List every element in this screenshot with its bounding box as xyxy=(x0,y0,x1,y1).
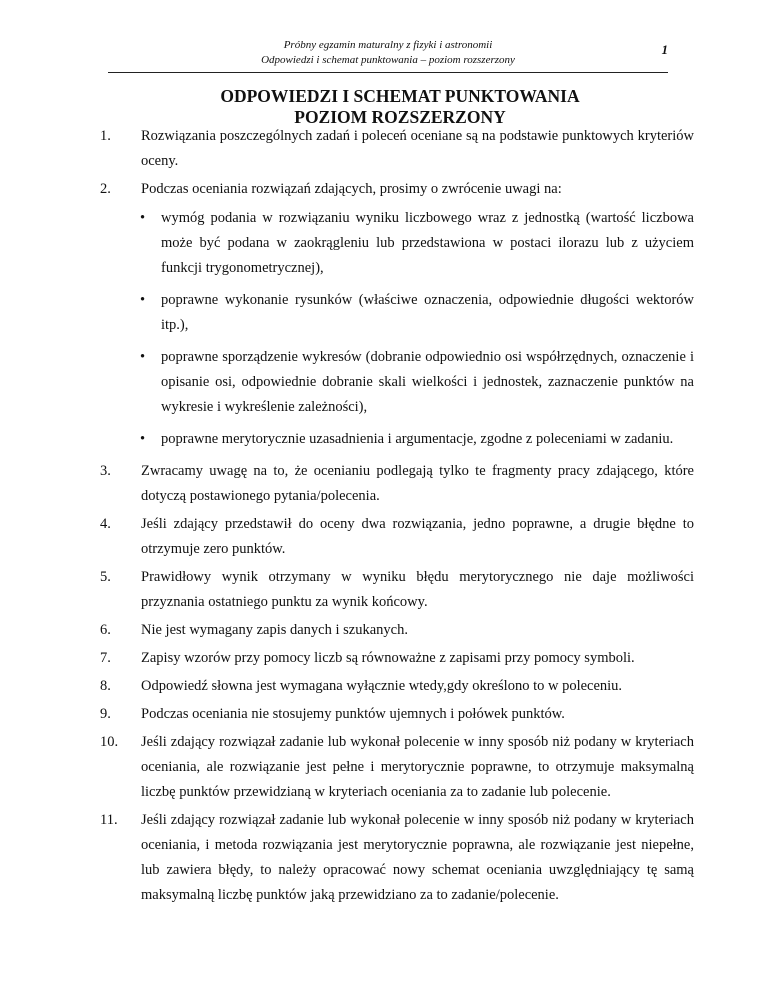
rule-8 xyxy=(100,674,694,699)
rule-11 xyxy=(100,808,694,908)
rule-number: 4. xyxy=(100,516,111,532)
rule-text: Jeśli zdający przedstawił do oceny dwa rozwiązania, jedno poprawne, a drugie błędne to otrzymuje zero punktów. xyxy=(141,516,694,557)
header-exam-title: Próbny egzamin maturalny z fizyki i astronomii xyxy=(283,39,493,51)
rule-text: Rozwiązania poszczególnych zadań i poleceń oceniane są na podstawie punktowych kryteriów oceny. xyxy=(141,128,694,169)
rule-number: 7. xyxy=(100,650,111,666)
rule-number: 2. xyxy=(100,181,111,197)
subitem-text: wymóg podania w rozwiązaniu wyniku liczbowego wraz z jednostką (wartość liczbowa może być podana w zaokrągleniu lub przedstawiona w postaci ilorazu lub z użyciem funkcji trygonometrycznej), xyxy=(161,210,694,276)
rule-text: Nie jest wymagany zapis danych i szukanych. xyxy=(141,622,408,638)
rule-number: 10. xyxy=(100,734,119,750)
rule-2-subitems xyxy=(141,206,694,452)
bullet-icon: • xyxy=(140,292,146,308)
rule-text: Odpowiedź słowna jest wymagana wyłącznie wtedy,gdy określono to w poleceniu. xyxy=(141,678,623,694)
rule-number: 11. xyxy=(100,812,118,828)
subitem-text: poprawne wykonanie rysunków (właściwe oznaczenia, odpowiednie długości wektorów itp.), xyxy=(161,292,694,333)
bullet-icon: • xyxy=(140,349,146,365)
rule-text: Prawidłowy wynik otrzymany w wyniku błędu merytorycznego nie daje możliwości przyznania ostatniego punktu za wynik końcowy. xyxy=(141,569,694,610)
rule-2-item-1 xyxy=(141,206,694,281)
rule-number: 8. xyxy=(100,678,111,694)
rule-text: Podczas oceniania rozwiązań zdających, prosimy o zwrócenie uwagi na: xyxy=(141,181,562,197)
rule-6 xyxy=(100,618,694,643)
rule-2-item-3 xyxy=(141,345,694,420)
bullet-icon: • xyxy=(140,210,146,226)
page-header xyxy=(108,38,668,73)
title-line-2: POZIOM ROZSZERZONY xyxy=(294,107,506,127)
rule-3 xyxy=(100,459,694,509)
header-subtitle: Odpowiedzi i schemat punktowania – poziom rozszerzony xyxy=(261,54,515,66)
rule-2-item-4 xyxy=(141,427,694,452)
rule-text: Zapisy wzorów przy pomocy liczb są równoważne z zapisami przy pomocy symboli. xyxy=(141,650,635,666)
rule-1 xyxy=(100,124,694,174)
rule-2 xyxy=(100,177,694,452)
rule-number: 6. xyxy=(100,622,111,638)
rule-text: Zwracamy uwagę na to, że ocenianiu podlegają tylko te fragmenty pracy zdającego, które dotyczą postawionego pytania/polecenia. xyxy=(141,463,694,504)
subitem-text: poprawne sporządzenie wykresów (dobranie odpowiednio osi współrzędnych, oznaczenie i opisanie osi, odpowiednie dobranie skali wielkości i jednostek, zaznaczenie punktów na wykresie i wykreślenie zależności), xyxy=(161,349,694,415)
rule-5 xyxy=(100,565,694,615)
rule-9 xyxy=(100,702,694,727)
rule-7 xyxy=(100,646,694,671)
rule-number: 1. xyxy=(100,128,111,144)
rule-10 xyxy=(100,730,694,805)
rule-number: 5. xyxy=(100,569,111,585)
rule-number: 3. xyxy=(100,463,111,479)
rule-text: Jeśli zdający rozwiązał zadanie lub wykonał polecenie w inny sposób niż podany w kryteriach oceniania, ale rozwiązanie jest pełne i merytorycznie poprawne, to otrzymuje maksymalną liczbę punktów przewidzianą w kryteriach oceniania za to zadanie lub polecenie. xyxy=(141,734,694,800)
rule-2-item-2 xyxy=(141,288,694,338)
page-number: 1 xyxy=(661,42,668,57)
rules-list xyxy=(100,124,694,911)
subitem-text: poprawne merytorycznie uzasadnienia i argumentacje, zgodne z poleceniami w zadaniu. xyxy=(161,431,674,447)
document-title xyxy=(108,86,692,128)
rule-text: Jeśli zdający rozwiązał zadanie lub wykonał polecenie w inny sposób niż podany w kryteriach oceniania, i metoda rozwiązania jest merytorycznie poprawna, ale rozwiązanie jest niepełne, lub zawiera błędy, to należy opracować nowy schemat oceniania uwzględniający tę samą maksymalną liczbę punktów jaką przewidziano za to zadanie/polecenie. xyxy=(141,812,694,903)
rule-text: Podczas oceniania nie stosujemy punktów ujemnych i połówek punktów. xyxy=(141,706,565,722)
bullet-icon: • xyxy=(140,431,146,447)
rule-number: 9. xyxy=(100,706,111,722)
rule-4 xyxy=(100,512,694,562)
title-line-1: ODPOWIEDZI I SCHEMAT PUNKTOWANIA xyxy=(220,86,580,106)
